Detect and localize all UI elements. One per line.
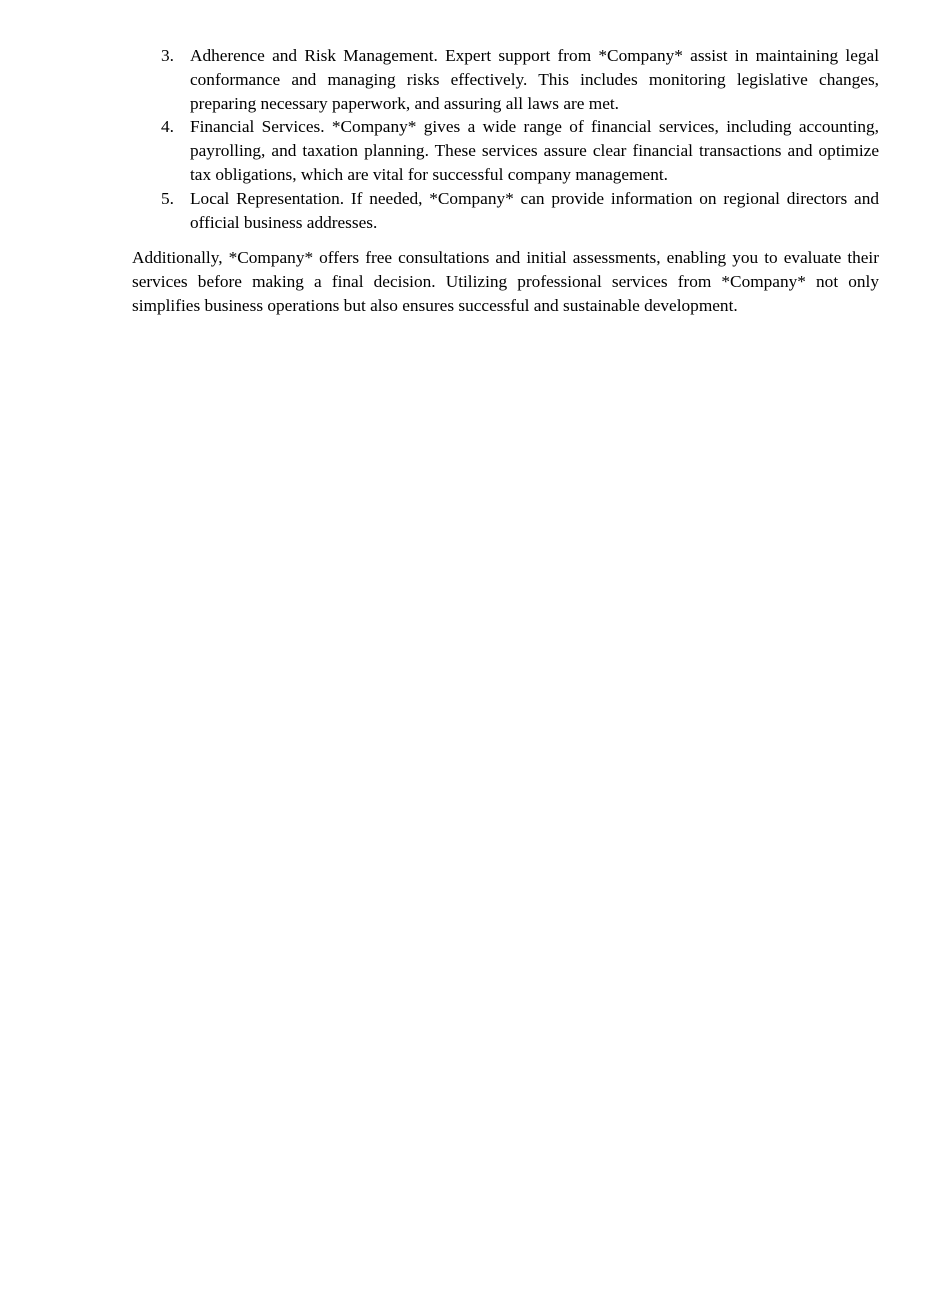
list-item-text: Adherence and Risk Management. Expert support from *Company* assist in maintaining legal conformance and managing risks effectively. This includes monitoring legislative changes, preparing necessary paperwork, and assuring all laws are met. [190, 46, 879, 113]
list-item [132, 187, 879, 235]
list-item [132, 115, 879, 186]
list-item-text: Financial Services. *Company* gives a wide range of financial services, including accounting, payrolling, and taxation planning. These services assure clear financial transactions and optimize tax obligations, which are vital for successful company management. [190, 117, 879, 184]
services-list [132, 44, 879, 234]
document-body [132, 44, 879, 318]
list-item-number: 5. [161, 188, 174, 208]
list-item-number: 4. [161, 117, 174, 137]
closing-paragraph: Additionally, *Company* offers free consultations and initial assessments, enabling you to evaluate their services before making a final decision. Utilizing professional services from *Company* not only simplifies business operations but also ensures successful and sustainable development. [132, 248, 879, 315]
list-item-text: Local Representation. If needed, *Company* can provide information on regional directors and official business addresses. [190, 188, 879, 232]
list-item-number: 3. [161, 46, 174, 65]
list-item [132, 44, 879, 115]
